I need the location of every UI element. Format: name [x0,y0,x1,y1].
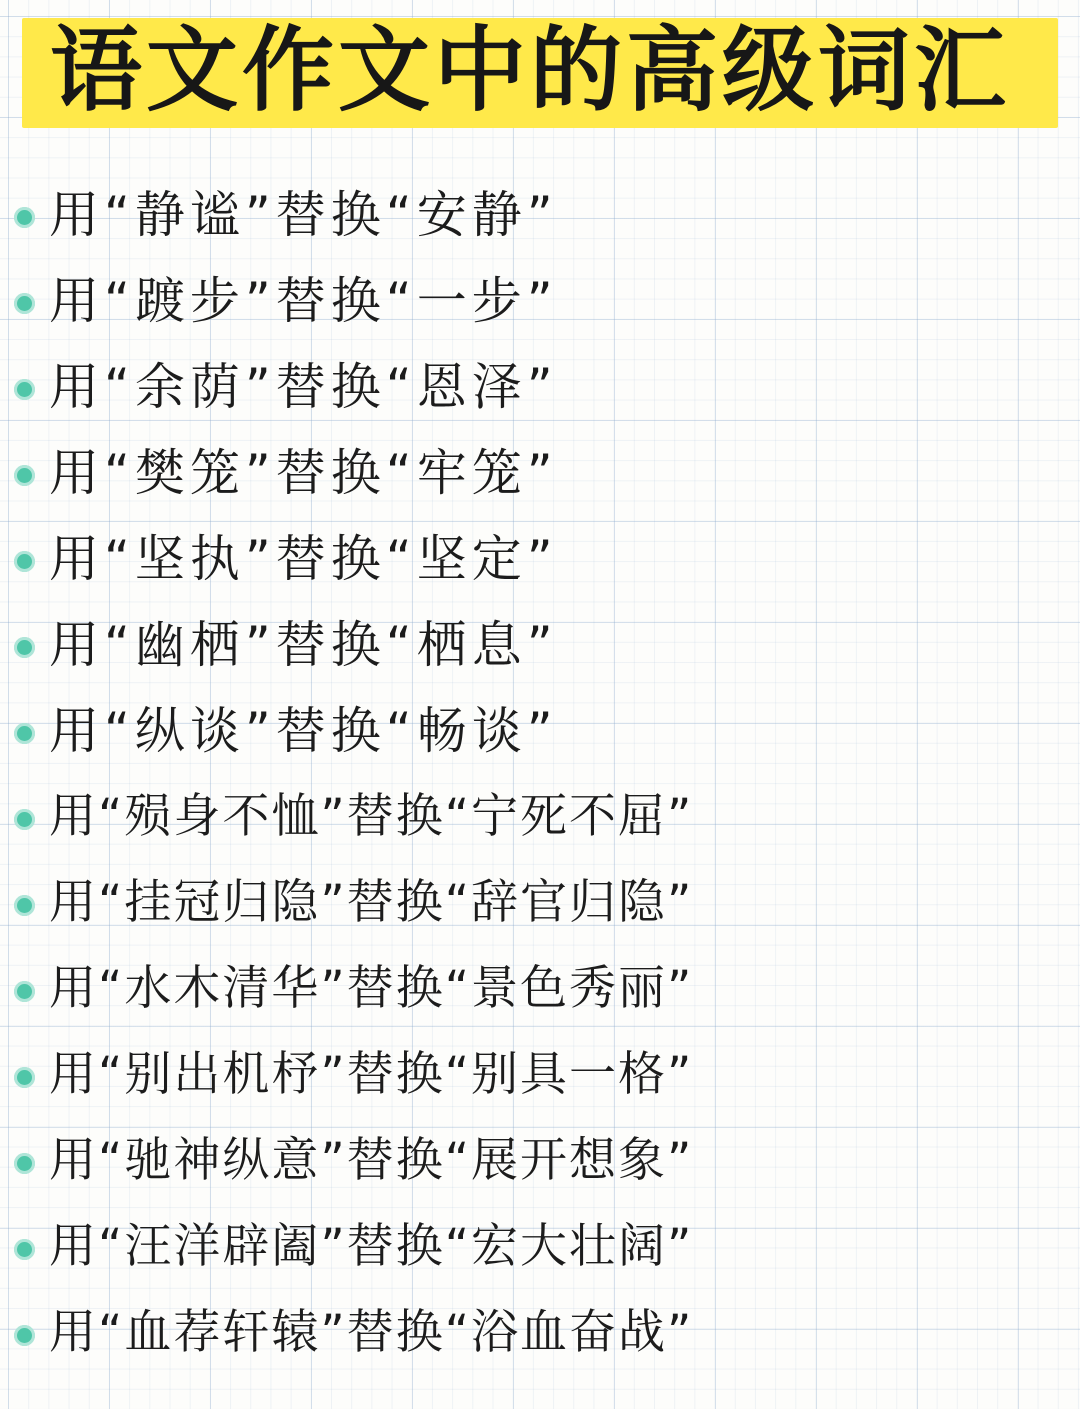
bullet-icon [14,551,35,572]
list-item [0,344,1080,430]
list-item-text: 用“静谧”替换“安静” [49,186,558,244]
list-item [0,172,1080,258]
bullet-icon [14,895,35,916]
list-item [0,516,1080,602]
bullet-icon [14,379,35,400]
list-item-text: 用“踱步”替换“一步” [49,272,558,330]
list-item [0,602,1080,688]
list-item-text: 用“挂冠归隐”替换“辞官归隐” [49,875,694,930]
list-item-text: 用“坚执”替换“坚定” [49,530,558,588]
list-item [0,946,1080,1032]
list-item-text: 用“驰神纵意”替换“展开想象” [49,1133,694,1188]
bullet-icon [14,723,35,744]
list-item-text: 用“幽栖”替换“栖息” [49,616,558,674]
list-item [0,688,1080,774]
vocabulary-list [0,172,1080,1376]
list-item-text: 用“血荐轩辕”替换“浴血奋战” [49,1305,694,1360]
list-item [0,1032,1080,1118]
list-item [0,1118,1080,1204]
list-item-text: 用“殒身不恤”替换“宁死不屈” [49,789,694,844]
bullet-icon [14,981,35,1002]
bullet-icon [14,637,35,658]
bullet-icon [14,207,35,228]
list-item [0,258,1080,344]
list-item-text: 用“汪洋辟阖”替换“宏大壮阔” [49,1219,694,1274]
list-item-text: 用“樊笼”替换“牢笼” [49,444,558,502]
list-item [0,860,1080,946]
bullet-icon [14,1239,35,1260]
list-item [0,430,1080,516]
list-item-text: 用“纵谈”替换“畅谈” [49,702,558,760]
list-item [0,1204,1080,1290]
bullet-icon [14,1067,35,1088]
list-item [0,774,1080,860]
bullet-icon [14,809,35,830]
page-title [22,10,1058,130]
list-item-text: 用“余荫”替换“恩泽” [49,358,558,416]
bullet-icon [14,465,35,486]
list-item-text: 用“别出机杼”替换“别具一格” [49,1047,694,1102]
title-text: 语文作文中的高级词汇 [50,17,1011,124]
bullet-icon [14,1325,35,1346]
bullet-icon [14,1153,35,1174]
list-item [0,1290,1080,1376]
bullet-icon [14,293,35,314]
list-item-text: 用“水木清华”替换“景色秀丽” [49,961,694,1016]
